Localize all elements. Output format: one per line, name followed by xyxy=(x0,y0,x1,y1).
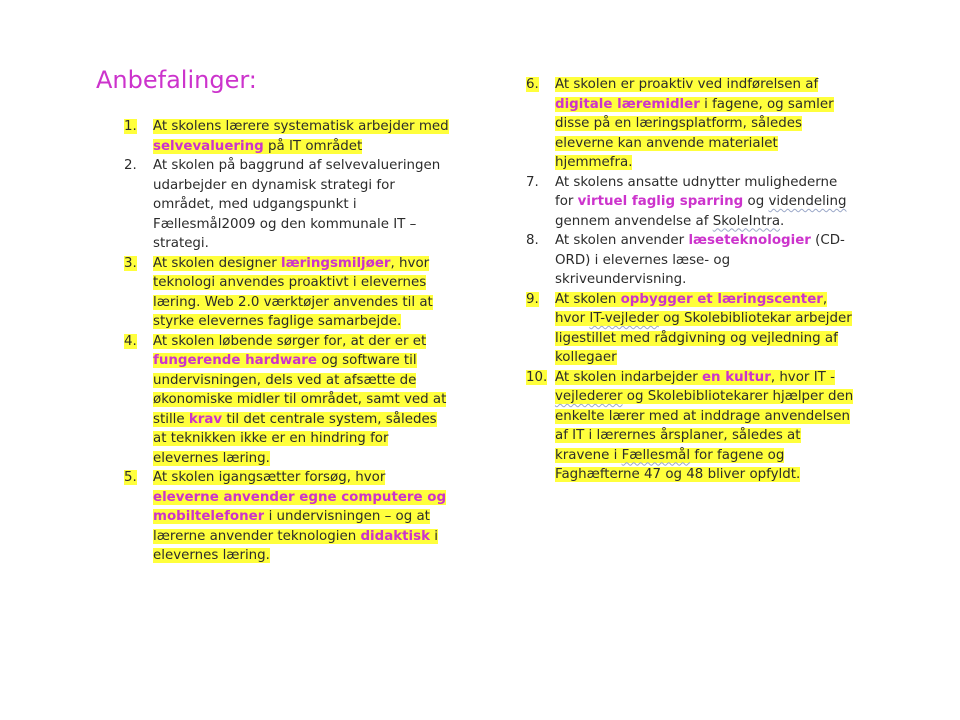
recommendations-column-right xyxy=(526,75,856,485)
item-number: 9. xyxy=(526,291,539,307)
item-number: 4. xyxy=(124,333,137,349)
text-segment: . xyxy=(780,213,785,229)
text-segment: At skolen designer xyxy=(153,255,282,271)
text-segment: At skolen på baggrund af selvevalueringen udarbejder en dynamisk strategi for området, med udgangspunkt i Fællesmål2009 og den kommunale IT – strategi. xyxy=(153,158,441,251)
text-segment: gennem anvendelse af xyxy=(555,213,713,229)
emphasis-text: en kultur xyxy=(701,369,771,385)
item-number: 5. xyxy=(124,470,137,485)
emphasis-text: eleverne anvender egne computere og mobiltelefoner xyxy=(153,489,447,524)
item-number: 3. xyxy=(124,255,137,271)
emphasis-text: fungerende hardware xyxy=(153,353,317,368)
recommendation-item xyxy=(526,75,856,173)
page-title: Anbefalinger: xyxy=(96,66,257,94)
item-text xyxy=(153,470,446,563)
emphasis-text: digitale læremidler xyxy=(555,96,700,112)
recommendation-item xyxy=(124,332,454,469)
text-segment: At skolen igangsætter forsøg, hvor xyxy=(153,470,386,485)
recommendation-item xyxy=(124,117,454,156)
item-number: 7. xyxy=(526,174,539,190)
item-number: 2. xyxy=(124,158,137,173)
item-number: 8. xyxy=(526,233,539,248)
text-segment: , hvor teknologi anvendes proaktivt i elevernes læring. Web 2.0 værktøjer anvendes til at styrke elevernes faglige samarbejde. xyxy=(153,255,433,329)
text-segment: At skolens ansatte udnytter mulighederne for xyxy=(555,174,838,209)
spellcheck-word: Fællesmål xyxy=(621,447,691,463)
emphasis-text: didaktisk xyxy=(360,528,431,544)
spellcheck-word: videndeling xyxy=(768,194,847,209)
text-segment: At skolen anvender xyxy=(555,233,689,248)
emphasis-text: læseteknologier xyxy=(688,233,811,248)
item-text xyxy=(555,370,853,483)
text-segment: og software til undervisningen, dels ved at afsætte de økonomiske midler til området, samt ved at stille xyxy=(153,353,447,427)
recommendation-item xyxy=(124,468,454,566)
item-text xyxy=(153,334,446,466)
item-text xyxy=(153,256,433,330)
text-segment: . xyxy=(796,467,801,482)
item-number: 10. xyxy=(526,369,548,385)
spellcheck-word: SkoleIntra xyxy=(712,213,781,229)
text-segment: , hvor xyxy=(555,291,828,326)
text-segment: At skolen xyxy=(555,291,621,307)
text-segment: og xyxy=(743,194,769,209)
text-segment: og Skolebibliotekarer hjælper den enkelte lærer med at inddrage anvendelsen af IT i lærernes årsplaner, således at kravene i xyxy=(555,389,854,463)
text-segment: i fagene, og samler disse på en læringsplatform, således eleverne kan anvende materialet hjemmefra. xyxy=(555,96,834,170)
emphasis-text: selvevaluering xyxy=(153,138,264,154)
emphasis-text: virtuel faglig sparring xyxy=(577,194,744,209)
item-text xyxy=(153,158,440,251)
item-text xyxy=(555,77,834,170)
item-text xyxy=(555,292,852,366)
recommendation-item xyxy=(526,368,856,485)
recommendation-item xyxy=(124,156,454,254)
emphasis-text: opbygger et læringscenter xyxy=(620,291,823,307)
spellcheck-word: vejlederer xyxy=(555,389,623,404)
text-segment: for fagene og Faghæfterne 47 og 48 bliver opfyldt xyxy=(555,447,797,482)
item-number: 6. xyxy=(526,77,539,92)
recommendation-item xyxy=(124,254,454,332)
text-segment: i elevernes læring. xyxy=(153,528,439,563)
item-text xyxy=(555,233,845,287)
text-segment: , hvor IT - xyxy=(770,369,835,385)
recommendations-column-left xyxy=(124,117,454,566)
item-text xyxy=(555,175,847,229)
recommendation-item xyxy=(526,173,856,232)
text-segment: på IT området xyxy=(263,138,363,154)
text-segment: i undervisningen – og at lærerne anvender teknologien xyxy=(153,509,430,544)
text-segment: At skolen indarbejder xyxy=(555,369,702,385)
text-segment: At skolens lærere systematisk arbejder med xyxy=(153,119,449,134)
emphasis-text: krav xyxy=(188,411,223,427)
text-segment: At skolen løbende sørger for, at der er et xyxy=(153,333,427,349)
text-segment: (CD-ORD) i elevernes læse- og skriveundervisning. xyxy=(555,233,845,287)
text-segment: At skolen er proaktiv ved indførelsen af xyxy=(555,77,819,92)
emphasis-text: læringsmiljøer xyxy=(281,255,391,271)
item-number: 1. xyxy=(124,119,137,134)
text-segment: og Skolebibliotekar arbejder ligestillet med rådgivning og vejledning af kollegaer xyxy=(555,311,852,365)
text-segment: til det centrale system, således at teknikken ikke er en hindring for elevernes læring. xyxy=(153,411,437,466)
item-text xyxy=(153,119,449,154)
spellcheck-word: IT-vejleder xyxy=(589,311,659,326)
recommendation-item xyxy=(526,290,856,368)
recommendation-item xyxy=(526,231,856,290)
